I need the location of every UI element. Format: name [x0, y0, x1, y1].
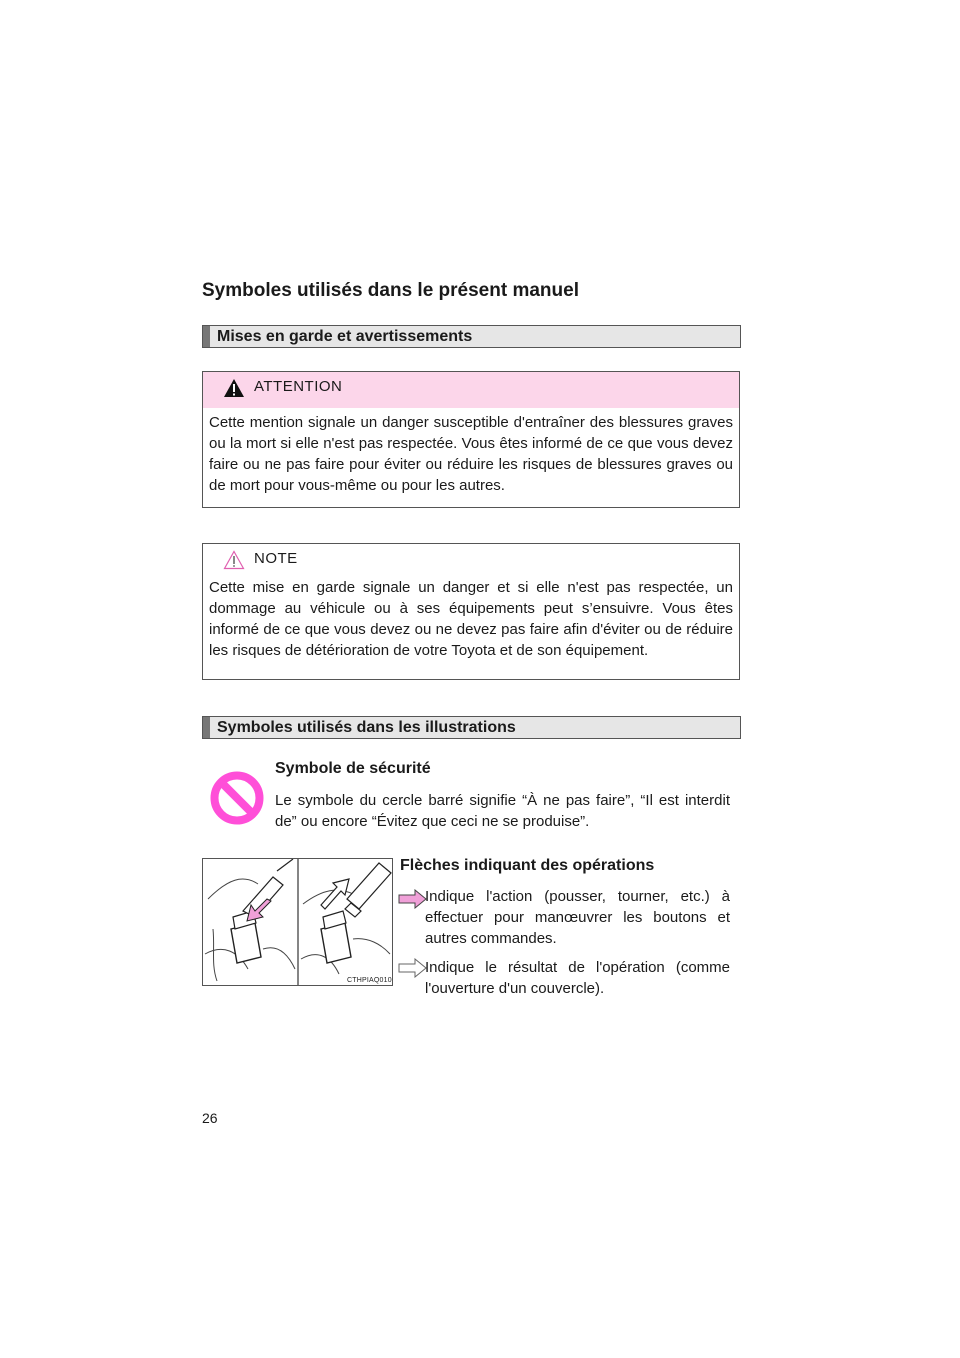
section-illustrations-title: Symboles utilisés dans les illustrations — [217, 719, 516, 736]
note-label: NOTE — [254, 550, 298, 567]
seatbelt-illustration — [202, 858, 393, 986]
safety-symbol-text: Le symbole du cercle barré signifie “À ne pas faire”, “Il est interdit de” ou encore “Évitez que ceci ne se produise”. — [275, 792, 730, 830]
attention-text: Cette mention signale un danger susceptible d'entraîner des blessures graves ou la mort si elle n'est pas respectée. Vous êtes informé de ce que vous devez faire ou ne pas faire pour éviter ou réduire les risques de blessures graves ou de mort pour vous-même ou pour les autres. — [209, 414, 733, 494]
attention-header — [203, 372, 739, 408]
action-arrow-icon — [398, 889, 428, 909]
warning-icon — [223, 378, 245, 398]
note-box — [202, 543, 740, 680]
page-title: Symboles utilisés dans le présent manuel — [202, 280, 579, 301]
seatbelt-buckle-drawing — [203, 859, 392, 985]
action-arrow-text: Indique l'action (pousser, tourner, etc.) à effectuer pour manœuvrer les boutons et autres commandes. — [425, 888, 730, 947]
section-warnings-header — [202, 325, 741, 348]
section-accent — [203, 717, 210, 738]
attention-box — [202, 371, 740, 508]
safety-symbol-title: Symbole de sécurité — [275, 760, 431, 777]
illustration-code: CTHPIAQ010 — [347, 977, 392, 984]
section-illustrations-header — [202, 716, 741, 739]
result-arrow-text: Indique le résultat de l'opération (comme l'ouverture d'un couvercle). — [425, 959, 730, 997]
note-header — [203, 544, 739, 580]
arrows-title: Flèches indiquant des opérations — [400, 857, 655, 874]
section-warnings-title: Mises en garde et avertissements — [217, 328, 473, 345]
result-arrow-icon — [398, 958, 428, 978]
section-accent — [203, 326, 210, 347]
prohibited-icon — [210, 771, 264, 825]
warning-outline-icon — [223, 550, 245, 570]
note-text: Cette mise en garde signale un danger et si elle n'est pas respectée, un dommage au véhicule ou à ses équipements peut s’ensuivre. Vous êtes informé de ce que vous devez ou ne devez pas faire afin d'éviter ou de réduire les risques de détérioration de votre Toyota et de son équipement. — [209, 579, 733, 659]
page-number: 26 — [202, 1110, 218, 1126]
attention-label: ATTENTION — [254, 378, 343, 395]
